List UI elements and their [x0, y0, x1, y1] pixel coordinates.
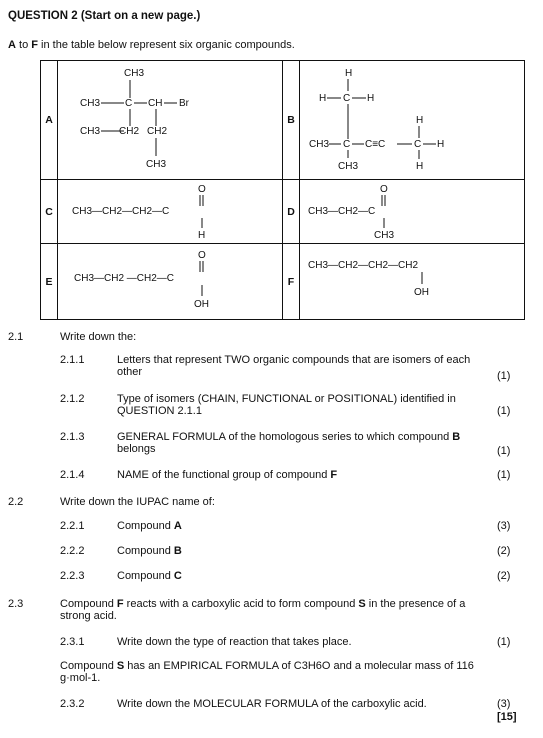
question-2-1-2-number: 2.1.2	[60, 393, 85, 405]
structure-c	[58, 180, 283, 244]
svg-text:CH3: CH3	[338, 161, 359, 172]
svg-text:C: C	[343, 93, 351, 104]
total-marks: [15]	[497, 711, 517, 723]
structure-b	[300, 61, 525, 180]
question-2-2-number: 2.2	[8, 496, 24, 508]
svg-text:O: O	[380, 184, 388, 195]
svg-text:CH3: CH3	[80, 126, 101, 137]
svg-text:CH3: CH3	[146, 159, 167, 170]
question-2-1-2-text: Type of isomers (CHAIN, FUNCTIONAL or POSITIONAL) identified in QUESTION 2.1.1	[117, 393, 456, 417]
svg-text:CH2: CH2	[119, 126, 140, 137]
svg-text:C: C	[125, 98, 133, 109]
question-2-1-number: 2.1	[8, 331, 24, 343]
svg-text:H: H	[345, 68, 353, 79]
svg-text:CH2: CH2	[147, 126, 168, 137]
question-2-1-3-marks: (1)	[497, 445, 511, 457]
svg-text:CH3—CH2 —CH2—C: CH3—CH2 —CH2—C	[74, 273, 175, 284]
question-2-1-text: Write down the:	[60, 331, 137, 343]
question-2-1-1-number: 2.1.1	[60, 354, 85, 366]
svg-text:C: C	[343, 139, 351, 150]
question-2-2-2-marks: (2)	[497, 545, 511, 557]
question-intro: A to F in the table below represent six organic compounds.	[8, 39, 295, 51]
structure-d	[300, 180, 525, 244]
question-2-1-4-number: 2.1.4	[60, 469, 85, 481]
question-2-2-text: Write down the IUPAC name of:	[60, 496, 215, 508]
svg-text:O: O	[198, 250, 206, 261]
svg-text:O: O	[198, 184, 206, 195]
svg-text:H: H	[416, 115, 424, 126]
question-2-2-3-marks: (2)	[497, 570, 511, 582]
svg-text:H: H	[198, 230, 206, 241]
question-2-1-4-text: NAME of the functional group of compound F	[117, 469, 338, 481]
letter-e: E	[41, 244, 58, 320]
structure-e	[58, 244, 283, 320]
question-title: QUESTION 2 (Start on a new page.)	[8, 10, 201, 22]
svg-text:CH3—CH2—CH2—C: CH3—CH2—CH2—C	[72, 206, 170, 217]
question-2-2-1-number: 2.2.1	[60, 520, 85, 532]
svg-text:H: H	[319, 93, 327, 104]
svg-text:CH: CH	[148, 98, 163, 109]
question-2-3-2-marks: (3)	[497, 698, 511, 710]
question-2-2-2-number: 2.2.2	[60, 545, 85, 557]
compounds-table	[40, 60, 525, 320]
question-2-3-number: 2.3	[8, 598, 24, 610]
question-2-1-4-marks: (1)	[497, 469, 511, 481]
svg-text:CH3: CH3	[374, 230, 395, 241]
letter-b: B	[283, 61, 300, 180]
compound-s-info: Compound S has an EMPIRICAL FORMULA of C3H6O and a molecular mass of 116 g·mol-1.	[60, 660, 474, 684]
svg-text:CH3: CH3	[124, 68, 145, 79]
question-2-3-1-marks: (1)	[497, 636, 511, 648]
question-2-3-1-number: 2.3.1	[60, 636, 85, 648]
question-2-2-1-marks: (3)	[497, 520, 511, 532]
structure-a	[58, 61, 283, 180]
svg-text:CH3: CH3	[309, 139, 330, 150]
question-2-3-2-number: 2.3.2	[60, 698, 85, 710]
question-2-2-3-number: 2.2.3	[60, 570, 85, 582]
letter-a: A	[41, 61, 58, 180]
question-2-1-1-marks: (1)	[497, 370, 511, 382]
svg-text:CH3—CH2—CH2—CH2: CH3—CH2—CH2—CH2	[308, 260, 419, 271]
question-2-2-2-text: Compound B	[117, 545, 182, 557]
svg-text:C: C	[414, 139, 422, 150]
letter-f: F	[283, 244, 300, 320]
question-2-1-3-number: 2.1.3	[60, 431, 85, 443]
svg-text:OH: OH	[414, 287, 429, 298]
svg-text:CH3: CH3	[80, 98, 101, 109]
question-2-2-3-text: Compound C	[117, 570, 182, 582]
question-2-2-1-text: Compound A	[117, 520, 182, 532]
question-2-3-text: Compound F reacts with a carboxylic acid to form compound S in the presence of a strong acid.	[60, 598, 466, 622]
svg-text:OH: OH	[194, 299, 209, 310]
svg-text:H: H	[367, 93, 375, 104]
svg-text:Br: Br	[179, 98, 189, 109]
question-2-1-3-text: GENERAL FORMULA of the homologous series to which compound B belongs	[117, 431, 461, 455]
svg-text:C≡C: C≡C	[365, 139, 386, 150]
svg-text:H: H	[416, 161, 424, 172]
structure-f	[300, 244, 525, 320]
question-2-3-2-text: Write down the MOLECULAR FORMULA of the carboxylic acid.	[117, 698, 427, 710]
question-2-3-1-text: Write down the type of reaction that takes place.	[117, 636, 352, 648]
letter-d: D	[283, 180, 300, 244]
question-2-1-2-marks: (1)	[497, 405, 511, 417]
svg-text:CH3—CH2—C: CH3—CH2—C	[308, 206, 376, 217]
question-2-1-1-text: Letters that represent TWO organic compounds that are isomers of each other	[117, 354, 471, 378]
svg-text:H: H	[437, 139, 445, 150]
letter-c: C	[41, 180, 58, 244]
